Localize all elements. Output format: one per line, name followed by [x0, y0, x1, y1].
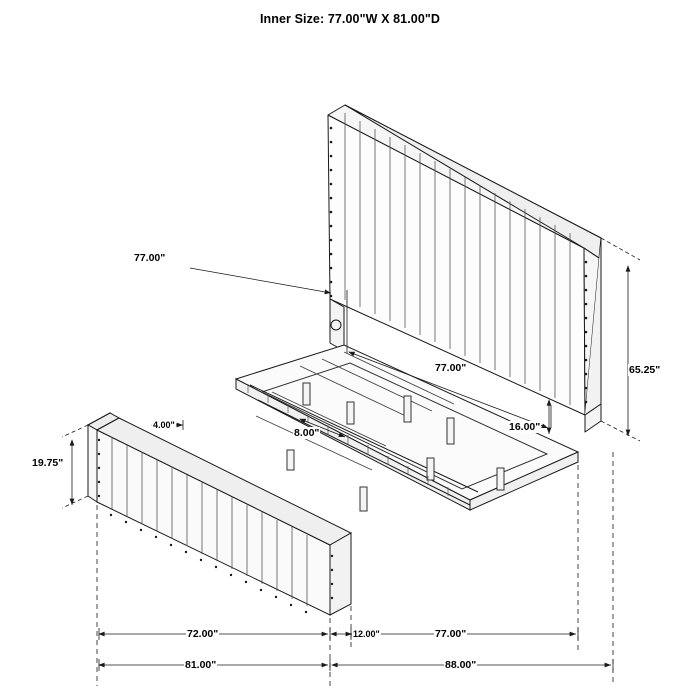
dim-side-rail-length: 77.00": [435, 628, 467, 640]
dim-slat-span: 77.00": [435, 362, 467, 374]
dim-rail-thickness: 4.00": [153, 420, 175, 430]
page-title: Inner Size: 77.00"W X 81.00"D: [259, 12, 441, 26]
dim-headboard-leader: 77.00": [134, 252, 166, 264]
dim-overall-width: 81.00": [185, 659, 217, 671]
dim-slat-spacing: 8.00": [294, 427, 320, 439]
dim-headboard-height: 65.25": [629, 364, 661, 376]
dim-footboard-width: 72.00": [187, 628, 219, 640]
dim-side-offset: 12.00": [353, 629, 380, 639]
dim-rail-to-floor: 16.00": [509, 421, 541, 433]
dim-footboard-height: 19.75": [32, 457, 64, 469]
footboard-group: [88, 413, 351, 615]
dim-overall-depth: 88.00": [445, 659, 477, 671]
